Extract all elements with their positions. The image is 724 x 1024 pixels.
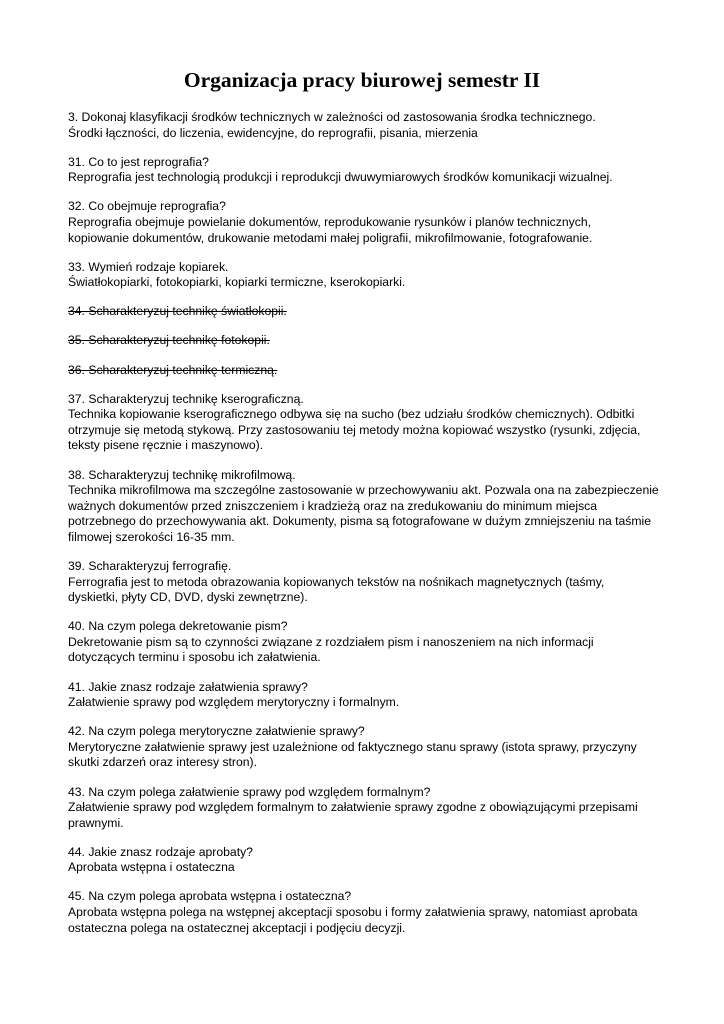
answer-line: Załatwienie sprawy pod względem merytoryczny i formalnym.	[68, 695, 400, 710]
paragraph-item-41	[68, 680, 668, 711]
answer-line: skutki zdarzeń oraz interesy stron).	[68, 755, 257, 770]
document-title: Organizacja pracy biurowej semestr II	[183, 68, 541, 92]
paragraph-item-44	[68, 845, 668, 876]
answer-line: teksty pisene ręcznie i maszynowo).	[68, 438, 264, 453]
question-line: 41. Jakie znasz rodzaje załatwienia sprawy?	[68, 679, 308, 694]
paragraph-item-36	[68, 363, 668, 379]
answer-line: Światłokopiarki, fotokopiarki, kopiarki termiczne, kserokopiarki.	[68, 275, 406, 290]
answer-line: potrzebnego do przechowywania akt. Dokumenty, pisma są fotografowane w dużym zmniejszeniu na taśmie	[68, 514, 652, 529]
paragraph-item-33	[68, 260, 668, 291]
answer-line: Technika kopiowanie kserograficznego odbywa się na sucho (bez udziału środków chemicznych). Odbitki	[68, 407, 635, 422]
answer-line: Ferrografia jest to metoda obrazowania kopiowanych tekstów na nośnikach magnetycznych (taśmy,	[68, 574, 605, 589]
paragraph-item-3	[68, 110, 668, 141]
answer-line: Merytoryczne załatwienie sprawy jest uzależnione od faktycznego stanu sprawy (istota sprawy, przyczyny	[68, 739, 637, 754]
answer-line: Reprografia jest technologią produkcji i reprodukcji dwuwymiarowych środków komunikacji wizualnej.	[68, 170, 613, 185]
question-line: 37. Scharakteryzuj technikę kserograficzną.	[68, 391, 304, 406]
question-line: 38. Scharakteryzuj technikę mikrofilmową.	[68, 467, 296, 482]
question-line: 39. Scharakteryzuj ferrografię.	[68, 558, 232, 573]
question-line: 40. Na czym polega dekretowanie pism?	[68, 619, 288, 634]
answer-line: ważnych dokumentów przed zniszczeniem i kradzieżą oraz na zredukowaniu do minimum miejsca	[68, 498, 598, 513]
answer-line: kopiowanie dokumentów, drukowanie metodami małej poligrafii, mikrofilmowanie, fotografowanie.	[68, 230, 593, 245]
answer-line: Dekretowanie pism są to czynności związane z rozdziałem pism i nanoszeniem na nich informacji	[68, 634, 594, 649]
question-line: 31. Co to jest reprografia?	[68, 154, 209, 169]
answer-line: dyskietki, płyty CD, DVD, dyski zewnętrzne).	[68, 590, 308, 605]
answer-line: prawnymi.	[68, 815, 124, 830]
answer-line: Aprobata wstępna polega na wstępnej akceptacji sposobu i formy załatwienia sprawy, natomiast aprobata	[68, 905, 638, 920]
question-line: 33. Wymień rodzaje kopiarek.	[68, 259, 229, 274]
paragraph-item-45	[68, 889, 668, 936]
paragraph-item-35	[68, 333, 668, 349]
answer-line: otrzymuje się metodą stykową. Przy zastosowaniu tej metody można kopiować wszystko (rysunki, zdjęcia,	[68, 422, 641, 437]
text-line: Środki łączności, do liczenia, ewidencyjne, do reprografii, pisania, mierzenia	[68, 125, 478, 140]
paragraph-item-37	[68, 392, 668, 454]
answer-line: Reprografia obejmuje powielanie dokumentów, reprodukowanie rysunków i planów technicznych,	[68, 214, 592, 229]
answer-line: Technika mikrofilmowa ma szczególne zastosowanie w przechowywaniu akt. Pozwala ona na zabezpieczenie	[68, 483, 659, 498]
struck-question-line: 34. Scharakteryzuj technikę światłokopii.	[68, 304, 287, 319]
paragraph-item-31	[68, 155, 668, 186]
question-line: 43. Na czym polega załatwienie sprawy pod względem formalnym?	[68, 784, 431, 799]
paragraph-item-34	[68, 304, 668, 320]
question-line: 32. Co obejmuje reprografia?	[68, 199, 226, 214]
paragraph-item-39	[68, 559, 668, 606]
answer-line: Aprobata wstępna i ostateczna	[68, 860, 235, 875]
paragraph-item-43	[68, 785, 668, 832]
question-line: 42. Na czym polega merytoryczne załatwienie sprawy?	[68, 724, 365, 739]
paragraph-item-42	[68, 724, 668, 771]
answer-line: Załatwienie sprawy pod względem formalnym to załatwienie sprawy zgodne z obowiązującymi przepisami	[68, 800, 638, 815]
struck-question-line: 36. Scharakteryzuj technikę termiczną.	[68, 362, 278, 377]
answer-line: ostateczna polega na ostatecznej akceptacji i podjęciu decyzji.	[68, 920, 406, 935]
paragraph-item-38	[68, 468, 668, 546]
answer-line: dotyczących terminu i sposobu ich załatwienia.	[68, 650, 321, 665]
answer-line: filmowej szerokości 16-35 mm.	[68, 529, 235, 544]
paragraph-item-40	[68, 619, 668, 666]
paragraph-item-32	[68, 199, 668, 246]
document-body	[68, 110, 668, 950]
struck-question-line: 35. Scharakteryzuj technikę fotokopii.	[68, 333, 270, 348]
text-line: 3. Dokonaj klasyfikacji środków technicznych w zależności od zastosowania środka technicznego.	[68, 110, 596, 124]
question-line: 44. Jakie znasz rodzaje aprobaty?	[68, 844, 253, 859]
question-line: 45. Na czym polega aprobata wstępna i ostateczna?	[68, 889, 352, 904]
